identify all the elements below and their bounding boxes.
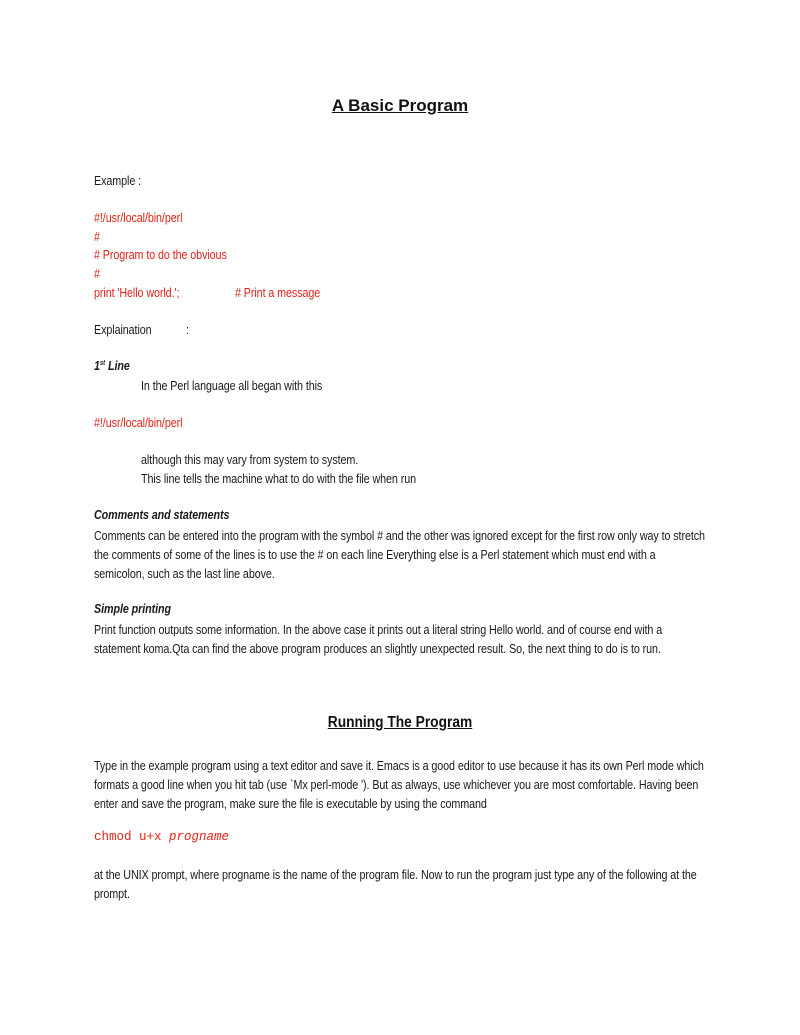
page-title: A Basic Program [331,96,469,115]
code-line-comment: # Program to do the obvious [94,248,227,262]
explanation-colon: : [186,323,189,337]
first-line-intro: In the Perl language all began with this [141,379,323,393]
command-line: chmod u+x progname [94,830,230,844]
code-line-print-comment: # Print a message [235,286,321,300]
first-line-note: This line tells the machine what to do with the file when run [141,472,417,486]
example-label: Example : [94,174,142,188]
first-line-heading: 1st Line [94,359,130,373]
comments-heading: Comments and statements [94,508,230,522]
code-line-comment: # [94,230,100,244]
first-line-note: although this may vary from system to system. [141,453,359,467]
running-body: Type in the example program using a text editor and save it. Emacs is a good editor to use because it has its own Perl mode which formats a good line when you hit tab (use `Mx perl-mode '). But as always, use whichever you are most comfortable. Having been enter and save the program, make sure the file is executable by using the command [94,759,704,811]
running-body-after: at the UNIX prompt, where progname is the name of the program file. Now to run the program just type any of the following at the prompt. [94,868,697,901]
code-line-comment: # [94,267,100,281]
shebang-line: #!/usr/local/bin/perl [94,416,183,430]
code-line-shebang: #!/usr/local/bin/perl [94,211,183,225]
comments-body: Comments can be entered into the program with the symbol # and the other was ignored except for the first row only way to stretch the comments of some of the lines is to use the # on each line Everything else is a Perl statement which must end with a semicolon, such as the last line above. [94,529,705,581]
explanation-label: Explaination [94,323,152,337]
simple-printing-heading: Simple printing [94,602,171,616]
simple-printing-body: Print function outputs some information. In the above case it prints out a literal string Hello world. and of course end with a statement koma.Qta can find the above program produces an slightly unexpected result. So, the next thing to do is to run. [94,623,663,656]
code-line-print: print 'Hello world.'; [94,286,180,300]
section-title: Running The Program [327,714,473,731]
